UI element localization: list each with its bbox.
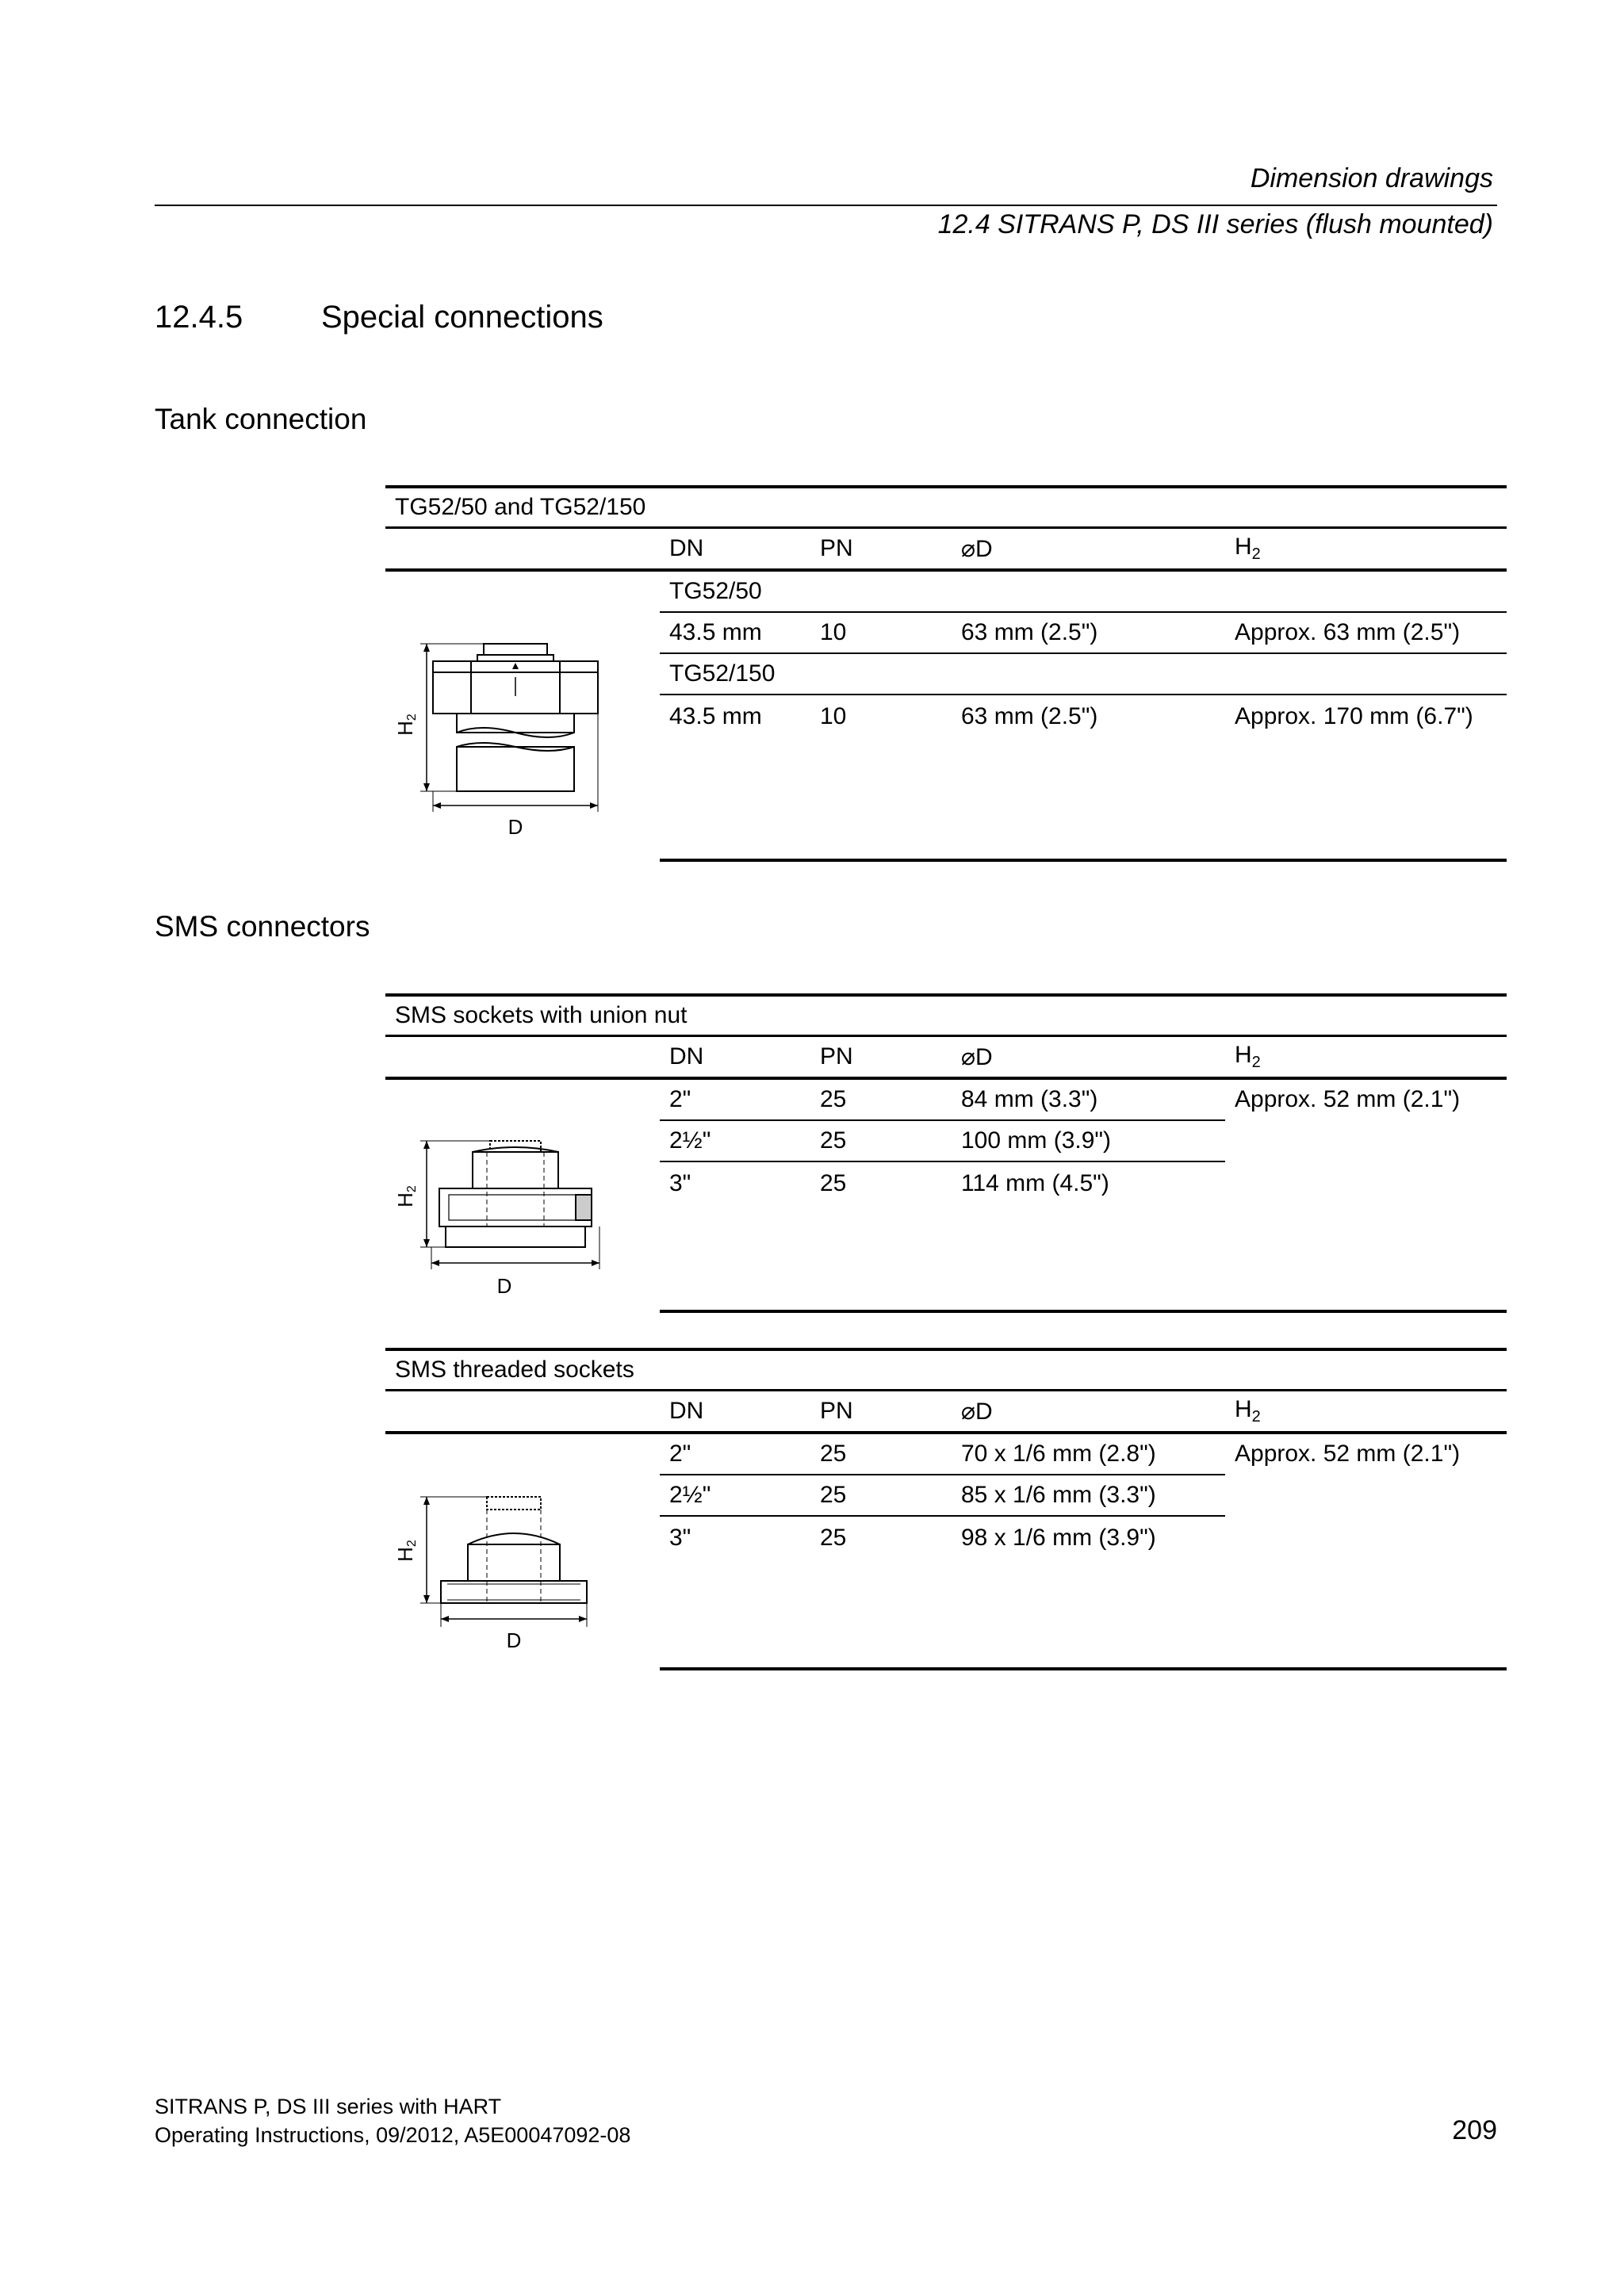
section-title-text: Special connections	[321, 300, 603, 335]
group-name: TG52/50	[660, 570, 1507, 612]
sms-threaded-table: SMS threaded sockets DN PN ⌀D $H_2$ H2 D 2" 25 70 x 1/6 mm (2.8") Approx. 52 mm (2.1") 2½" 25 85 x 1/6 mm (3.3") 3" 25 98 x 1/6 mm (3.9")	[385, 1348, 1507, 1670]
svg-text:H2: H2	[393, 1540, 419, 1562]
tank-connection-heading: Tank connection	[155, 403, 367, 435]
section-number: 12.4.5	[155, 300, 243, 335]
col-dn: DN	[660, 1391, 810, 1433]
sms-union-drawing	[385, 1078, 660, 1311]
col-pn: PN	[810, 1391, 952, 1433]
svg-text:D: D	[508, 815, 523, 839]
sms-union-drawing-svg	[385, 1085, 660, 1306]
sms-connectors-heading: SMS connectors	[155, 910, 370, 943]
table-caption: SMS sockets with union nut	[385, 995, 1507, 1036]
col-dn: DN	[660, 1036, 810, 1079]
section-title	[155, 300, 603, 335]
col-diameter: ⌀D	[952, 1391, 1225, 1433]
header-chapter: Dimension drawings	[1250, 163, 1493, 193]
col-h2: $H_2$	[1225, 528, 1507, 571]
footer-document: Operating Instructions, 09/2012, A5E00047092-08	[155, 2123, 631, 2147]
table-caption: SMS threaded sockets	[385, 1349, 1507, 1391]
sms-union-table: SMS sockets with union nut DN PN ⌀D $H_2$ H2 D 2" 25 84 mm (3.3") Approx. 52 mm (2.1") 2½" 25 100 mm (3.9") 3" 25 114 mm (4.5")	[385, 993, 1507, 1313]
footer-product: SITRANS P, DS III series with HART	[155, 2095, 502, 2118]
header-rule	[155, 205, 1497, 206]
sms-threaded-drawing-svg	[385, 1440, 660, 1663]
svg-text:D: D	[506, 1628, 522, 1652]
col-h2: $H_2$	[1225, 1036, 1507, 1079]
header-section: 12.4 SITRANS P, DS III series (flush mounted)	[937, 209, 1493, 239]
sms-threaded-drawing	[385, 1433, 660, 1669]
col-pn: PN	[810, 528, 952, 571]
col-h2: $H_2$	[1225, 1391, 1507, 1433]
group-name: TG52/150	[660, 653, 1507, 695]
tank-connection-drawing	[385, 570, 660, 860]
page-number: 209	[1452, 2115, 1497, 2145]
svg-text:H2: H2	[393, 1185, 419, 1207]
svg-text:D: D	[496, 1274, 512, 1298]
col-diameter: ⌀D	[952, 1036, 1225, 1079]
h2-value: Approx. 52 mm (2.1")	[1225, 1078, 1507, 1311]
col-pn: PN	[810, 1036, 952, 1079]
col-dn: DN	[660, 528, 810, 571]
svg-text:H2: H2	[393, 714, 419, 736]
tg52-drawing	[385, 577, 660, 855]
table-caption: TG52/50 and TG52/150	[385, 487, 1507, 528]
col-diameter: ⌀D	[952, 528, 1225, 571]
h2-value: Approx. 52 mm (2.1")	[1225, 1433, 1507, 1669]
tank-connection-table: TG52/50 and TG52/150 DN PN ⌀D $H_2$ H2 D TG52/50 43.5 mm 10 63 mm (2.5") Approx. 63 mm (2.5") TG52/150 43.5 mm 10 63 mm (2.5") Approx. 170 mm (6.7")	[385, 485, 1507, 862]
